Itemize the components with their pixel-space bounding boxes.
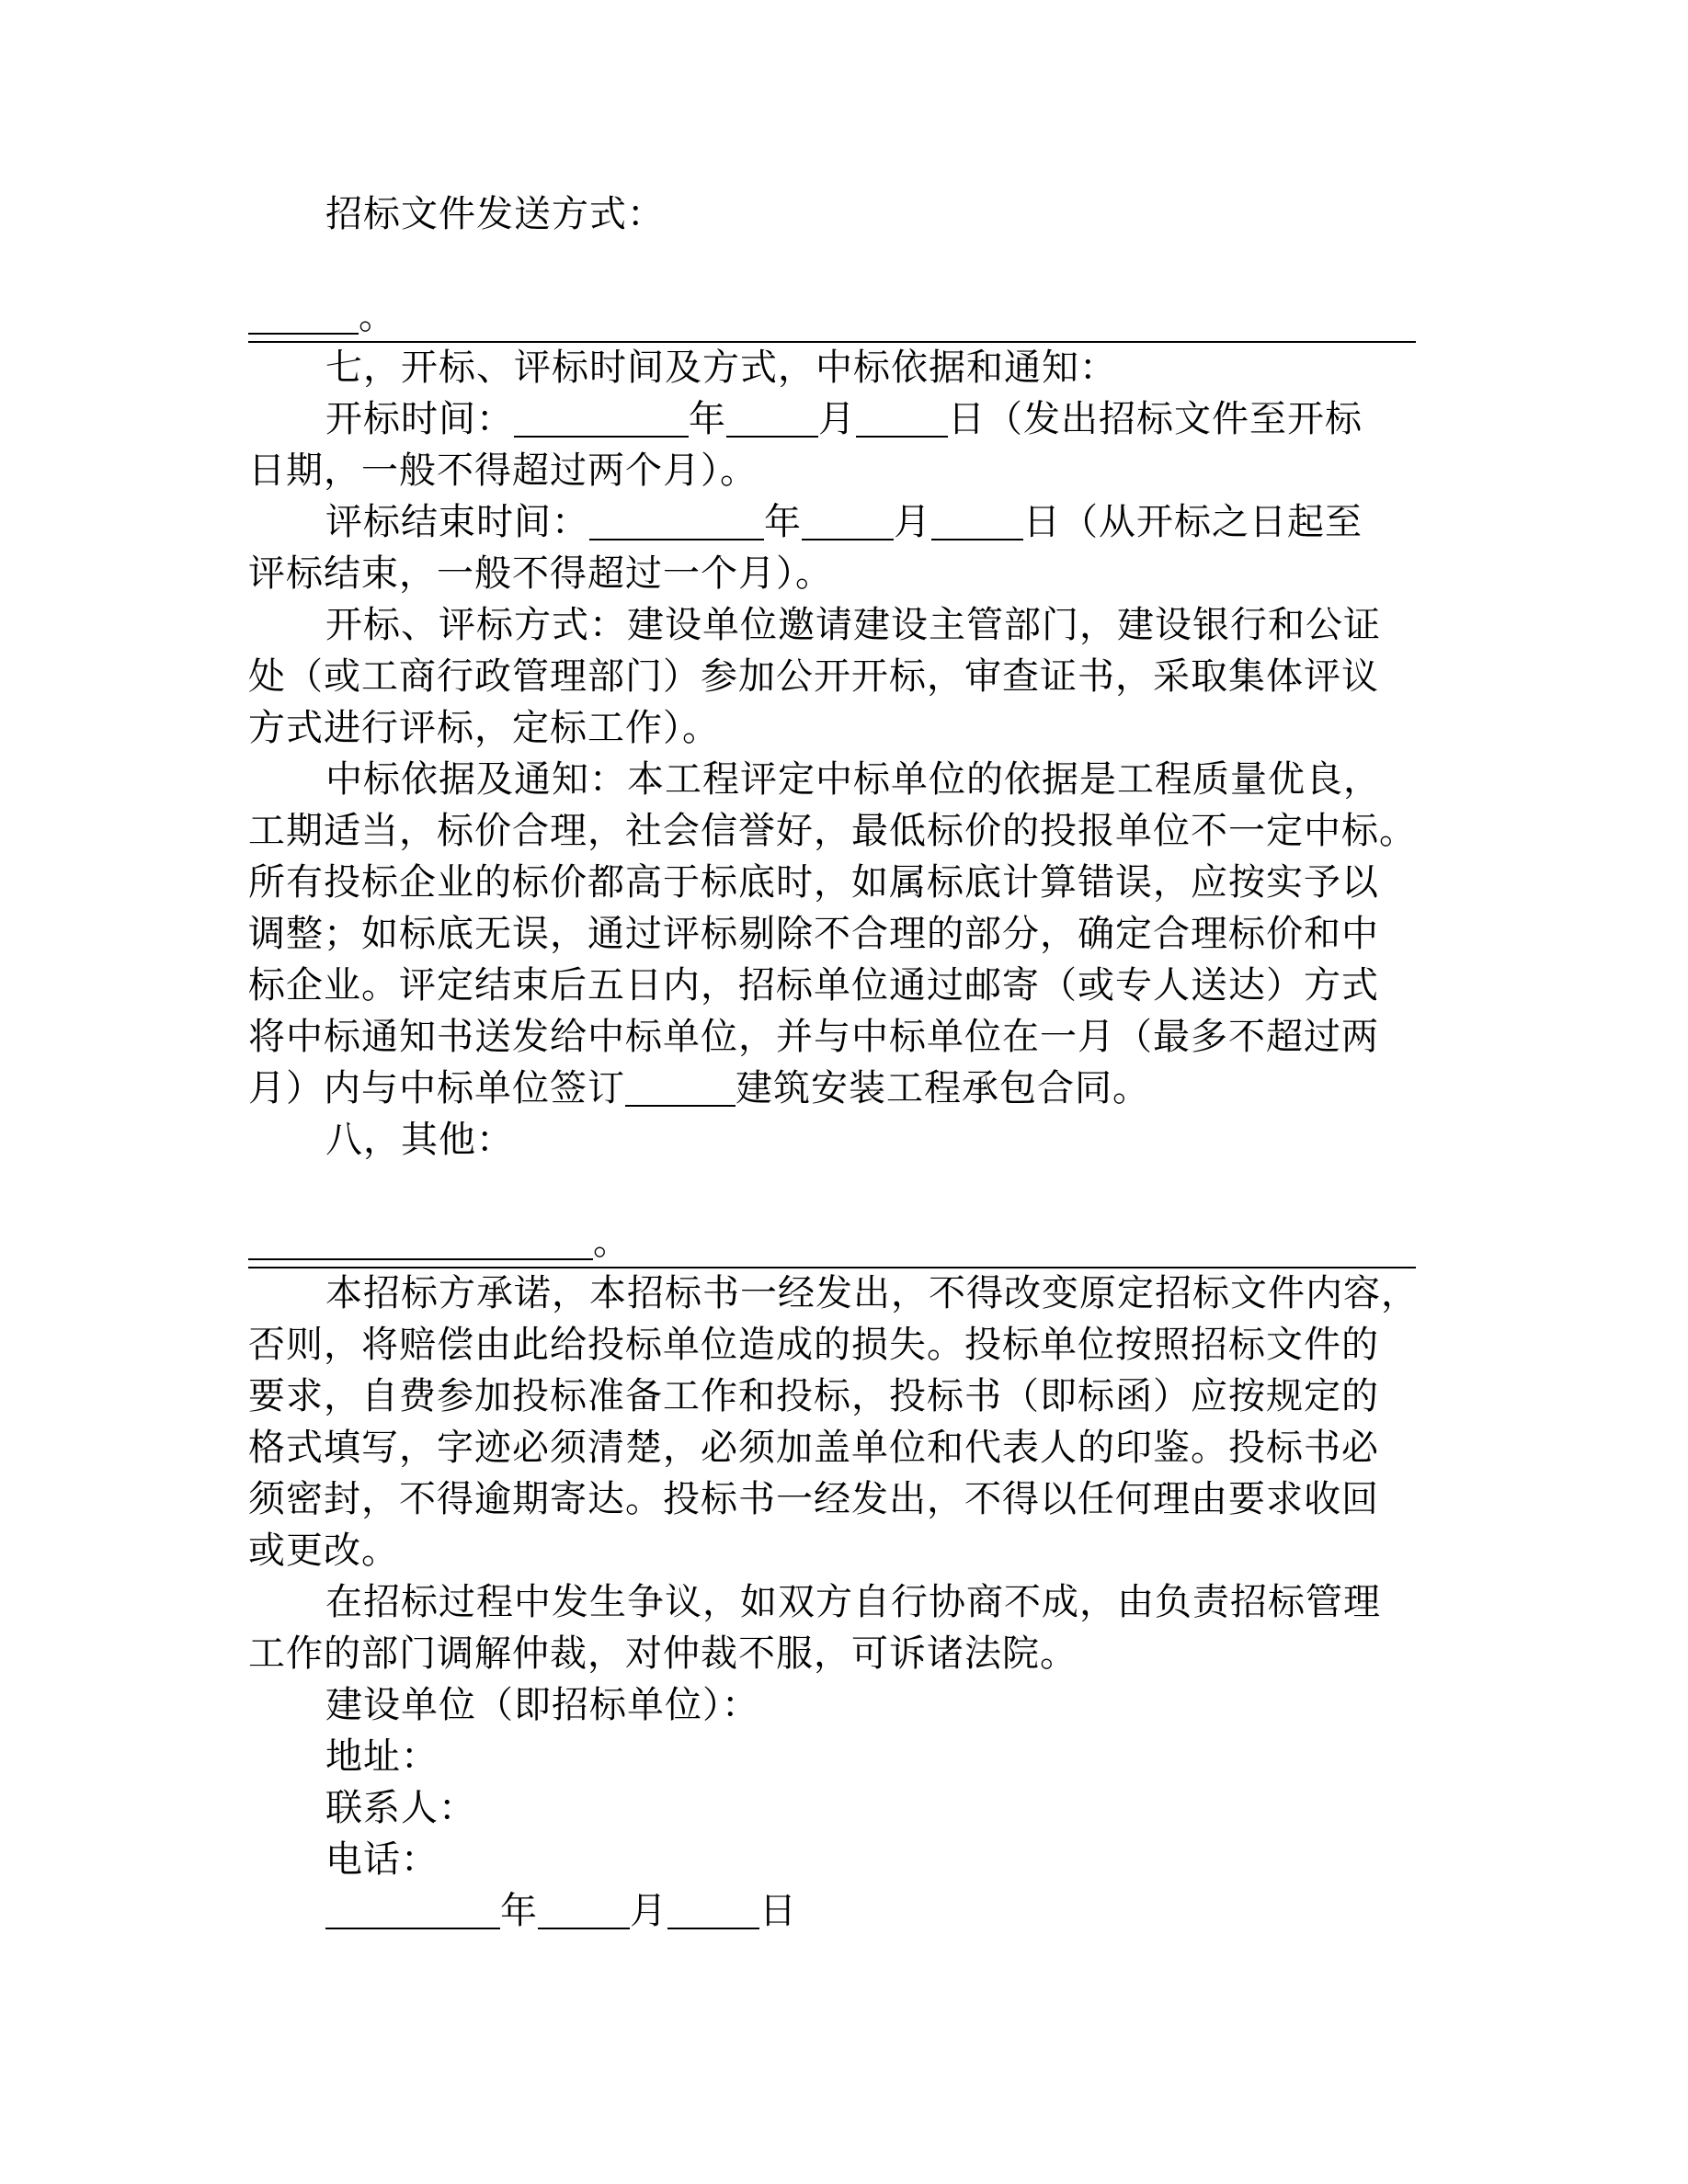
promise-text: 本招标方承诺，本招标书一经发出，不得改变原定招标文件内容， [325,1272,1419,1314]
eval-end-note-line [248,548,1416,599]
promise-line-6 [248,1525,1416,1576]
section7-title-text: 七，开标、评标时间及方式，中标依据和通知： [325,347,1117,389]
basis-line-3 [248,857,1416,908]
month-blank [726,397,818,438]
month-blank [802,500,894,540]
fill-in-rule [248,1267,1416,1268]
day-unit: 日 [948,398,986,440]
method-text: 处（或工商行政管理部门）参加公开开标，审查证书，采取集体评议 [248,655,1379,698]
promise-line-4 [248,1422,1416,1473]
promise-text: 须密封，不得逾期寄达。投标书一经发出，不得以任何理由要求收回 [248,1478,1379,1520]
day-unit: 日 [759,1890,797,1932]
signature-contact [248,1782,1416,1834]
basis-line-5 [248,960,1416,1011]
method-line-3 [248,702,1416,754]
fill-in-blank [248,294,359,335]
open-time-note2: 日期，一般不得超过两个月）。 [248,449,758,492]
basis-text: 建筑安装工程承包合同。 [736,1067,1150,1109]
basis-text: 中标依据及通知：本工程评定中标单位的依据是工程质量优良， [325,758,1381,801]
year-blank [325,1889,500,1929]
dispute-line-2 [248,1628,1416,1679]
method-text: 方式进行评标，定标工作）。 [248,707,720,749]
signature-date [248,1885,1416,1937]
promise-text: 否则，将赔偿由此给投标单位造成的损失。投标单位按照招标文件的 [248,1324,1379,1366]
day-blank [856,397,948,438]
year-blank [514,397,689,438]
promise-line-5 [248,1473,1416,1525]
promise-text: 格式填写，字迹必须清楚，必须加盖单位和代表人的印鉴。投标书必 [248,1427,1379,1469]
year-unit: 年 [500,1890,538,1932]
eval-end-note2: 评标结束，一般不得超过一个月）。 [248,552,833,595]
open-time-line [248,393,1416,445]
section7-title [248,342,1416,393]
method-text: 开标、评标方式：建设单位邀请建设主管部门，建设银行和公证 [325,604,1381,646]
basis-line-6 [248,1011,1416,1063]
fill-in-blank [625,1066,736,1107]
section8-rule [248,1166,1416,1216]
section8-title-text: 八，其他： [325,1119,514,1161]
dispute-text: 工作的部门调解仲裁，对仲裁不服，可诉诸法院。 [248,1632,1078,1675]
send-method-rule [248,240,1416,290]
year-blank [589,500,764,540]
open-time-note-line [248,445,1416,496]
signature-phone-label: 电话： [325,1838,439,1881]
send-method-tail: 。 [359,295,396,337]
basis-text: 工期适当，标价合理，社会信誉好，最低标价的投报单位不一定中标。 [248,810,1417,852]
basis-line-1 [248,754,1416,805]
send-method-label: 招标文件发送方式： [325,193,665,235]
promise-text: 或更改。 [248,1530,399,1572]
eval-end-note: （从开标之日起至 [1061,501,1363,543]
day-blank [667,1889,759,1929]
dispute-line-1 [248,1576,1416,1628]
promise-line-1 [248,1268,1419,1319]
basis-text: 将中标通知书送发给中标单位，并与中标单位在一月（最多不超过两 [248,1016,1379,1058]
basis-line-7 [248,1063,1416,1114]
basis-line-2 [248,805,1416,857]
signature-unit [248,1679,1416,1731]
signature-address [248,1731,1416,1782]
section8-tail: 。 [593,1221,631,1263]
document-page [248,188,1419,1937]
signature-contact-label: 联系人： [325,1787,476,1829]
send-method-tail-line [248,290,1416,342]
section8-title [248,1114,1416,1166]
signature-phone [248,1834,1416,1885]
open-time-label: 开标时间： [325,398,514,440]
basis-text: 调整；如标底无误，通过评标剔除不合理的部分，确定合理标价和中 [248,913,1379,955]
eval-end-label: 评标结束时间： [325,501,589,543]
fill-in-blank [248,1220,593,1260]
fill-in-rule [248,341,1416,343]
basis-text: 标企业。评定结束后五日内，招标单位通过邮寄（或专人送达）方式 [248,964,1379,1007]
month-unit: 月 [894,501,931,543]
send-method-line [248,188,1416,240]
method-line-2 [248,651,1416,702]
signature-address-label: 地址： [325,1735,439,1778]
section8-tail-line [248,1216,1416,1268]
basis-text: 月）内与中标单位签订 [248,1067,625,1109]
eval-end-line [248,496,1416,548]
month-unit: 月 [630,1890,667,1932]
promise-line-2 [248,1319,1416,1371]
year-unit: 年 [764,501,802,543]
dispute-text: 在招标过程中发生争议，如双方自行协商不成，由负责招标管理 [325,1581,1381,1623]
basis-line-4 [248,908,1416,960]
month-blank [538,1889,630,1929]
open-time-note: （发出招标文件至开标 [986,398,1363,440]
year-unit: 年 [689,398,726,440]
day-blank [931,500,1023,540]
signature-unit-label: 建设单位（即招标单位）： [325,1684,759,1726]
method-line-1 [248,599,1416,651]
promise-text: 要求，自费参加投标准备工作和投标，投标书（即标函）应按规定的 [248,1375,1379,1417]
day-unit: 日 [1023,501,1061,543]
month-unit: 月 [818,398,856,440]
basis-text: 所有投标企业的标价都高于标底时，如属标底计算错误，应按实予以 [248,861,1379,904]
promise-line-3 [248,1371,1416,1422]
